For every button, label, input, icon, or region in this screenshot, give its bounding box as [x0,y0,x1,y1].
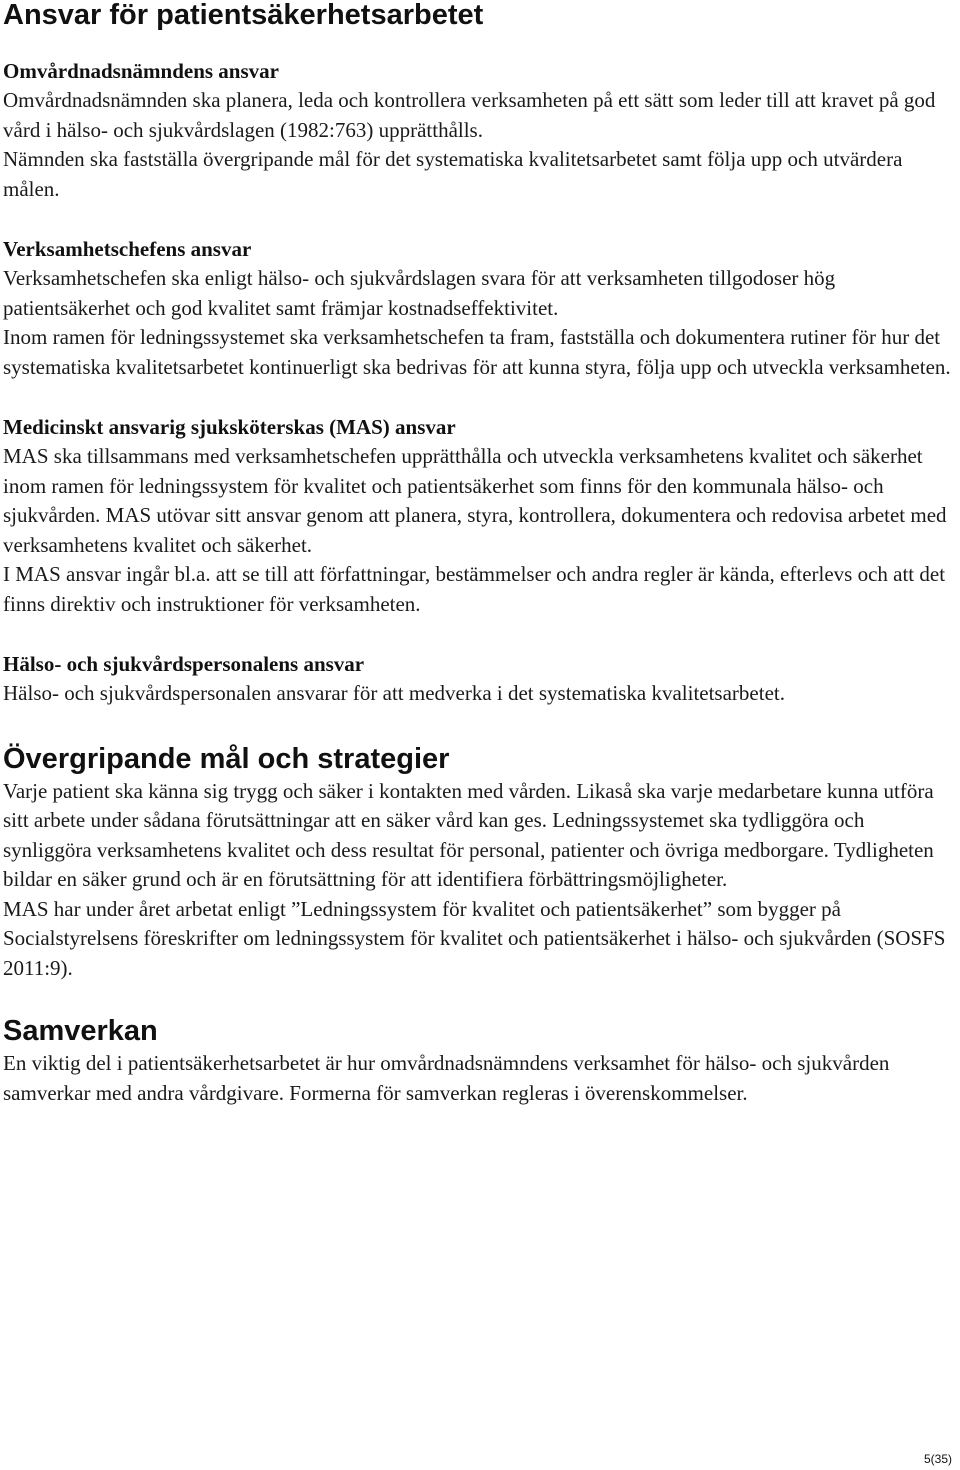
paragraph-personal: Hälso- och sjukvårdspersonalen ansvarar för att medverka i det systematiska kvalitetsarbetet. [3,681,785,705]
section-title-samverkan: Samverkan [3,1015,158,1047]
heading-verksamhetschefens-ansvar: Verksamhetschefens ansvar [3,237,252,261]
paragraph-verksamhetschef-1: Verksamhetschefen ska enligt hälso- och sjukvårdslagen svara för att verksamheten tillgodoser hög patientsäkerhet och god kvalitet samt främjar kostnadseffektivitet. [3,266,836,320]
page-number: 5(35) [923,1452,952,1466]
paragraph-omvardnadsnamnden-1: Omvårdnadsnämnden ska planera, leda och kontrollera verksamheten på ett sätt som leder till att kravet på god vård i hälso- och sjukvårdslagen (1982:763) upprätthålls. [3,88,936,142]
document-page [3,0,953,1108]
paragraph-mal-1: Varje patient ska känna sig trygg och säker i kontakten med vården. Likaså ska varje medarbetare kunna utföra sitt arbete under sådana förutsättningar att en säker vård kan ges. Ledningssystemet ska tydliggöra och synliggöra verksamhetens kvalitet och dess resultat för personal, patienter och övriga medborgare. Tydligheten bildar en säker grund och är en förutsättning för att identifiera förbättringsmöjligheter. [3,778,934,891]
section-title-ansvar: Ansvar för patientsäkerhetsarbetet [3,0,484,31]
section-title-overgripande-mal: Övergripande mål och strategier [3,742,450,775]
heading-mas-ansvar: Medicinskt ansvarig sjuksköterskas (MAS) ansvar [3,415,456,439]
paragraph-mas-2: I MAS ansvar ingår bl.a. att se till att författningar, bestämmelser och andra regler är kända, efterlevs och att det finns direktiv och instruktioner för verksamheten. [3,562,946,616]
paragraph-mas-1: MAS ska tillsammans med verksamhetschefen upprätthålla och utveckla verksamhetens kvalitet och säkerhet inom ramen för ledningssystem för kvalitet och patientsäkerhet som finns för den kommunala hälso- och sjukvården. MAS utövar sitt ansvar genom att planera, styra, kontrollera, dokumentera och redovisa arbetet med verksamhetens kvalitet och säkerhet. [3,444,947,557]
paragraph-samverkan: En viktig del i patientsäkerhetsarbetet är hur omvårdnadsnämndens verksamhet för hälso- och sjukvården samverkar med andra vårdgivare. Formerna för samverkan regleras i överenskommelser. [3,1051,890,1105]
heading-halso-sjukvardspersonalens-ansvar: Hälso- och sjukvårdspersonalens ansvar [3,652,365,676]
paragraph-omvardnadsnamnden-2: Nämnden ska fastställa övergripande mål för det systematiska kvalitetsarbetet samt följa upp och utvärdera målen. [3,147,903,201]
paragraph-mal-2: MAS har under året arbetat enligt ”Ledningssystem för kvalitet och patientsäkerhet” som bygger på Socialstyrelsens föreskrifter om ledningssystem för kvalitet och patientsäkerhet i hälso- och sjukvården (SOSFS 2011:9). [3,896,946,980]
paragraph-verksamhetschef-2: Inom ramen för ledningssystemet ska verksamhetschefen ta fram, fastställa och dokumentera rutiner för hur det systematiska kvalitetsarbetet kontinuerligt ska bedrivas för att kunna styra, följa upp och utveckla verksamheten. [3,325,951,379]
heading-omvardnadsnamndens-ansvar: Omvårdnadsnämndens ansvar [3,59,279,83]
